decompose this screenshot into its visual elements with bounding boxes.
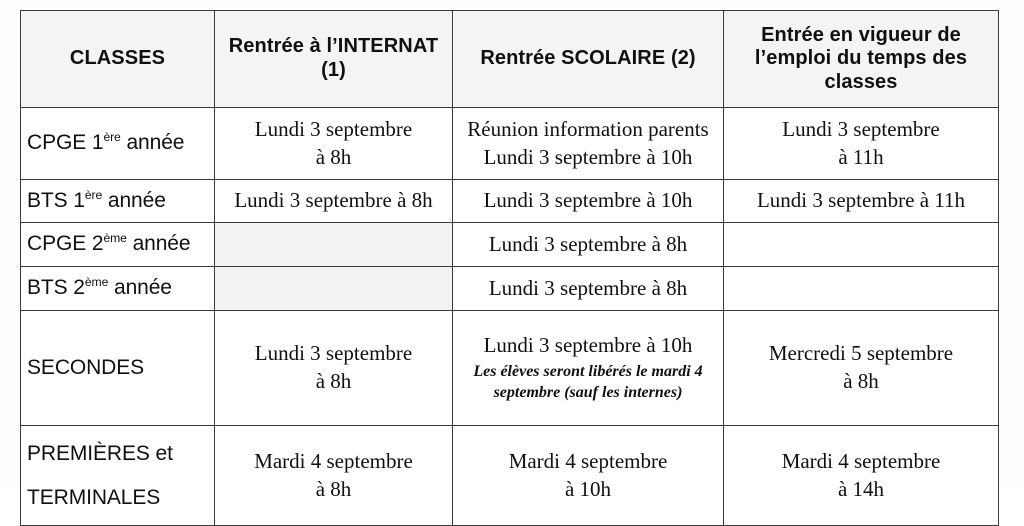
table-row	[21, 108, 999, 180]
class-label-suffix: année	[108, 276, 172, 300]
class-label-sup: ère	[103, 130, 121, 145]
class-label-suffix: année	[126, 232, 191, 256]
cell-emploi-empty	[724, 223, 999, 267]
class-label-sup: ème	[103, 231, 127, 246]
emploi-line-2: à 8h	[843, 369, 879, 393]
cell-emploi	[724, 108, 999, 180]
class-label-sup: ème	[84, 275, 109, 290]
rentree-schedule-table	[20, 10, 999, 526]
header-row	[21, 11, 999, 108]
column-header-emploi	[724, 11, 999, 108]
column-header-internat	[215, 11, 453, 108]
cell-emploi	[724, 426, 999, 526]
cell-internat-empty	[215, 267, 453, 311]
cell-emploi	[724, 180, 999, 223]
class-label-prefix: BTS 2	[27, 276, 85, 300]
class-label-prefix: CPGE 1	[27, 131, 104, 155]
cell-scolaire	[453, 108, 724, 180]
emploi-line-2: à 11h	[838, 144, 884, 169]
scolaire-line-2: à 10h	[564, 476, 612, 501]
cell-scolaire	[453, 311, 724, 426]
internat-line-2: à 8h	[315, 144, 352, 169]
class-label-prefix: BTS 1	[27, 188, 85, 212]
header-emploi-line-2: l’emploi du temps des	[754, 47, 968, 70]
header-internat-line-1: Rentrée à l’INTERNAT	[228, 35, 439, 58]
column-header-classes	[21, 11, 215, 108]
internat-line-1: Lundi 3 septembre à 8h	[234, 188, 433, 213]
header-emploi-line-3: classes	[824, 70, 898, 93]
cell-class-name	[21, 223, 215, 267]
internat-line-1: Lundi 3 septembre	[254, 116, 413, 141]
header-scolaire-line-1: Rentrée SCOLAIRE (2)	[480, 47, 696, 70]
table-row	[21, 180, 999, 223]
column-header-scolaire	[453, 11, 724, 108]
emploi-line-1: Mardi 4 septembre	[781, 448, 941, 473]
cell-scolaire	[453, 180, 724, 223]
cell-internat	[215, 108, 453, 180]
cell-scolaire	[453, 267, 724, 311]
header-classes-line-1: CLASSES	[69, 47, 166, 70]
cell-class-name	[21, 180, 215, 223]
table-header	[21, 11, 999, 108]
header-internat-line-2: (1)	[321, 59, 346, 81]
emploi-line-1: Lundi 3 septembre à 11h	[756, 188, 965, 213]
cell-scolaire	[453, 426, 724, 526]
class-label-suffix: TERMINALES	[27, 485, 161, 509]
cell-internat	[215, 426, 453, 526]
scolaire-line-1: Mardi 4 septembre	[508, 448, 668, 473]
cell-class-name	[21, 267, 215, 311]
scolaire-line-1: Lundi 3 septembre à 10h	[483, 188, 693, 213]
header-emploi-line-1: Entrée en vigueur de	[761, 23, 961, 46]
table-row	[21, 267, 999, 311]
table-row	[21, 223, 999, 267]
cell-internat	[215, 180, 453, 223]
class-label-suffix: année	[120, 131, 185, 155]
cell-internat	[215, 311, 453, 426]
emploi-line-1: Lundi 3 septembre	[782, 116, 940, 141]
scolaire-line-1: Réunion information parents	[467, 116, 709, 141]
cell-internat-empty	[215, 223, 453, 267]
table-row	[21, 311, 999, 426]
internat-line-1: Lundi 3 septembre	[254, 341, 413, 366]
cell-scolaire	[453, 223, 724, 267]
class-label-sup: ère	[84, 187, 103, 202]
internat-line-1: Mardi 4 septembre	[254, 448, 413, 473]
cell-class-name	[21, 426, 215, 526]
table-body	[21, 108, 999, 526]
scolaire-line-1: Lundi 3 septembre à 10h	[483, 333, 693, 358]
scolaire-note: Les élèves seront libérés le mardi 4 septembre (sauf les internes)	[473, 363, 703, 401]
internat-line-2: à 8h	[315, 476, 352, 501]
scolaire-line-1: Lundi 3 septembre à 8h	[488, 275, 688, 300]
emploi-line-1: Mercredi 5 septembre	[768, 341, 954, 366]
cell-class-name	[21, 311, 215, 426]
table-row	[21, 426, 999, 526]
cell-emploi	[724, 311, 999, 426]
class-label-prefix: PREMIÈRES et	[27, 442, 173, 466]
internat-line-2: à 8h	[315, 369, 352, 393]
emploi-line-2: à 14h	[837, 476, 885, 501]
scolaire-line-1: Lundi 3 septembre à 8h	[488, 231, 688, 256]
cell-emploi-empty	[724, 267, 999, 311]
class-label-prefix: SECONDES	[27, 355, 145, 379]
cell-class-name	[21, 108, 215, 180]
scolaire-line-2: Lundi 3 septembre à 10h	[483, 144, 693, 169]
class-label-prefix: CPGE 2	[27, 232, 104, 256]
class-label-suffix: année	[102, 188, 166, 212]
